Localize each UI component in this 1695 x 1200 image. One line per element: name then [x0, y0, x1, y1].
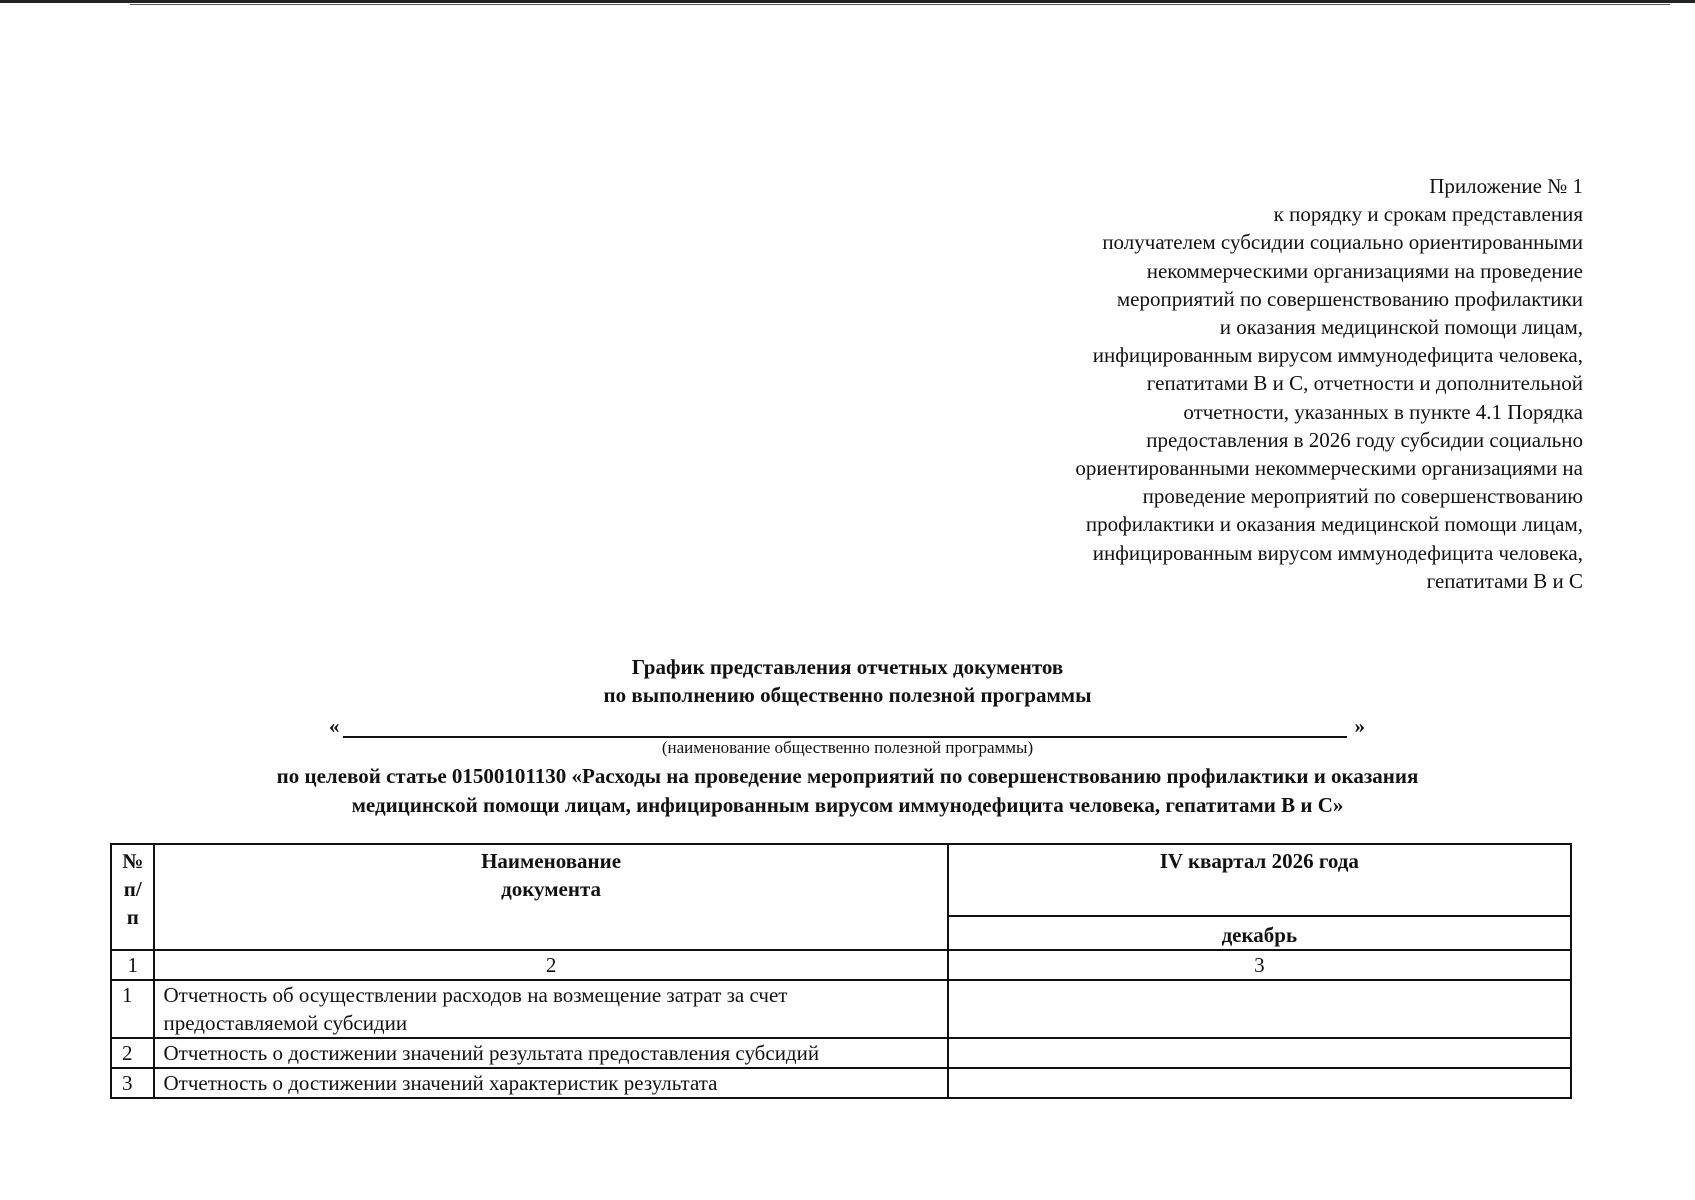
row-document-name: Отчетность о достижении значений характеристик результата — [154, 1068, 947, 1098]
appendix-line: Приложение № 1 — [1429, 174, 1583, 198]
row-document-name: Отчетность о достижении значений результата предоставления субсидий — [154, 1038, 947, 1068]
column-index: 1 — [111, 950, 154, 980]
header-month: декабрь — [948, 916, 1571, 950]
appendix-line: мероприятий по совершенствованию профилактики — [1116, 286, 1583, 311]
appendix-line: инфицированным вирусом иммунодефицита человека, — [1092, 343, 1583, 368]
row-deadline-cell — [948, 1038, 1571, 1068]
appendix-line: инфицированным вирусом иммунодефицита человека, — [1092, 540, 1583, 565]
appendix-line: гепатитами В и С, отчетности и дополнительной — [1146, 371, 1583, 396]
appendix-line: получателем субсидии социально ориентированными — [1102, 230, 1583, 255]
close-quote: » — [1354, 714, 1365, 738]
column-index: 2 — [154, 950, 947, 980]
column-index: 3 — [948, 950, 1571, 980]
title-line-2: по выполнению общественно полезной программы — [603, 683, 1092, 707]
appendix-line: гепатитами В и С — [1426, 568, 1583, 593]
table-row — [111, 1038, 1571, 1068]
article-line-1: по целевой статье 01500101130 «Расходы на проведение мероприятий по совершенствованию профилактики и оказания — [276, 764, 1419, 788]
header-quarter: IV квартал 2026 года — [948, 844, 1571, 916]
row-number: 3 — [111, 1068, 154, 1098]
header-number-symbol: № — [122, 849, 144, 873]
row-number: 1 — [111, 980, 154, 1038]
top-border-line-secondary — [130, 4, 1670, 5]
appendix-line: профилактики и оказания медицинской помощи лицам, — [1085, 512, 1583, 537]
document-title — [0, 653, 1695, 709]
row-document-name: Отчетность об осуществлении расходов на возмещение затрат за счет предоставляемой субсидии — [154, 980, 947, 1038]
article-line-2: медицинской помощи лицам, инфицированным вирусом иммунодефицита человека, гепатитами В и С» — [351, 793, 1344, 817]
title-line-1: График представления отчетных документов — [631, 655, 1064, 679]
row-number: 2 — [111, 1038, 154, 1068]
header-document-name — [154, 844, 947, 950]
appendix-line: ориентированными некоммерческими организациями на — [1075, 456, 1583, 481]
appendix-line: к порядку и срокам представления — [1273, 202, 1583, 227]
header-number — [111, 844, 154, 950]
header-row — [111, 844, 1571, 916]
appendix-header — [883, 172, 1583, 595]
appendix-line: предоставления в 2026 году субсидии социально — [1146, 427, 1583, 452]
row-deadline-cell — [948, 1068, 1571, 1098]
table-row — [111, 980, 1571, 1038]
program-name-caption: (наименование общественно полезной программы) — [661, 738, 1034, 757]
row-deadline-cell — [948, 980, 1571, 1038]
target-article — [0, 762, 1695, 820]
header-number-label: п/п — [123, 877, 142, 929]
top-border-line — [0, 0, 1695, 3]
schedule-table — [110, 843, 1572, 1099]
appendix-line: и оказания медицинской помощи лицам, — [1219, 315, 1583, 340]
appendix-line: некоммерческими организациями на проведение — [1146, 258, 1583, 283]
header-name-line-2: документа — [501, 877, 602, 901]
open-quote: « — [329, 714, 340, 738]
header-name-line-1: Наименование — [481, 849, 622, 873]
appendix-line: проведение мероприятий по совершенствованию — [1142, 484, 1583, 509]
column-index-row — [111, 950, 1571, 980]
table-row — [111, 1068, 1571, 1098]
appendix-line: отчетности, указанных в пункте 4.1 Порядка — [1183, 399, 1583, 424]
